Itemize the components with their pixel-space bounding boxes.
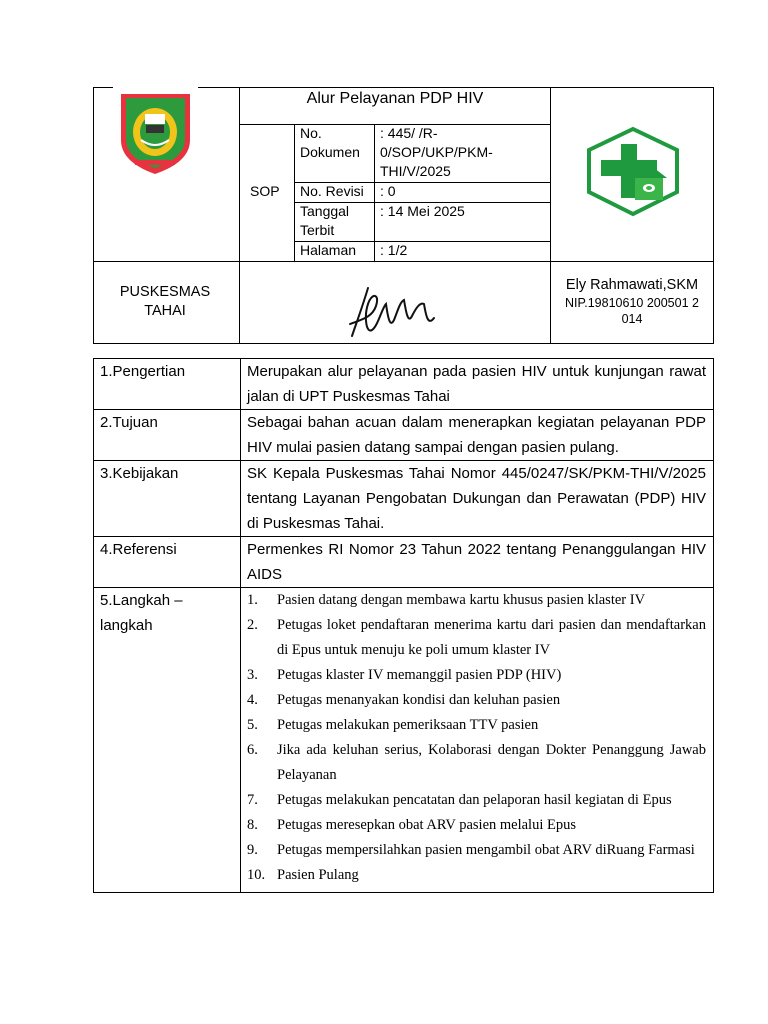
list-item: 3. Petugas klaster IV memanggil pasien PDP (HIV): [247, 667, 562, 683]
row-referensi: [94, 537, 714, 588]
value-pengertian: Merupakan alur pelayanan pada pasien HIV untuk kunjungan rawat jalan di UPT Puskesmas Tahai: [241, 359, 714, 410]
value-tujuan: Sebagai bahan acuan dalam menerapkan kegiatan pelayanan PDP HIV mulai pasien datang sampai dengan pasien pulang.: [241, 410, 714, 461]
list-item: 6. Jika ada keluhan serius, Kolaborasi dengan Dokter Penanggung Jawab Pelayanan: [247, 742, 706, 783]
list-item: 1. Pasien datang dengan membawa kartu khusus pasien klaster IV: [247, 592, 646, 608]
row-value-no-dokumen: : 445/ /R-0/SOP/UKP/PKM-THI/V/2025: [380, 125, 493, 179]
list-item: 10. Pasien Pulang: [247, 867, 359, 883]
row-value-halaman: : 1/2: [380, 242, 408, 258]
row-tujuan: [94, 410, 714, 461]
row-pengertian: [94, 359, 714, 410]
puskesmas-logo: [583, 126, 683, 218]
label-langkah-text: 5.Langkah – langkah: [100, 592, 183, 634]
row-value-no-revisi: : 0: [380, 183, 396, 199]
value-kebijakan: SK Kepala Puskesmas Tahai Nomor 445/0247/SK/PKM-THI/V/2025 tentang Layanan Pengobatan Dukungan dan Perawatan (PDP) HIV di Puskesmas Tahai.: [241, 461, 714, 537]
signer-nip: NIP.19810610 200501 2 014: [565, 296, 699, 326]
list-item: 5. Petugas melakukan pemeriksaan TTV pasien: [247, 717, 539, 733]
list-item: 2. Petugas loket pendaftaran menerima kartu dari pasien dan mendaftarkan di Epus untuk menuju ke poli umum klaster IV: [247, 617, 706, 658]
row-value-tanggal-terbit: : 14 Mei 2025: [380, 203, 465, 219]
signature: [346, 278, 446, 340]
steps-list: [247, 588, 706, 888]
list-item: 9. Petugas mempersilahkan pasien mengambil obat ARV diRuang Farmasi: [247, 842, 695, 858]
label-referensi: 4.Referensi: [94, 537, 241, 588]
sop-label: SOP: [250, 183, 280, 199]
label-langkah: [94, 588, 241, 893]
list-item: 4. Petugas menanyakan kondisi dan keluhan pasien: [247, 692, 561, 708]
row-label-halaman: Halaman: [300, 242, 357, 258]
row-langkah: [94, 588, 714, 893]
row-label-no-dokumen: No. Dokumen: [300, 125, 360, 160]
value-langkah: [241, 588, 714, 893]
row-label-tanggal-terbit: Tanggal Terbit: [300, 203, 350, 238]
signer-name: Ely Rahmawati,SKM: [565, 277, 699, 293]
value-referensi: Permenkes RI Nomor 23 Tahun 2022 tentang Penanggulangan HIV AIDS: [241, 537, 714, 588]
org-name: PUSKESMAS TAHAI: [119, 284, 211, 319]
document-title: Alur Pelayanan PDP HIV: [306, 90, 484, 107]
label-tujuan: 2.Tujuan: [94, 410, 241, 461]
row-label-no-revisi: No. Revisi: [300, 183, 364, 199]
label-kebijakan: 3.Kebijakan: [94, 461, 241, 537]
row-kebijakan: [94, 461, 714, 537]
sop-content-table: [93, 358, 714, 893]
regional-emblem-logo: [113, 88, 198, 176]
label-pengertian: 1.Pengertian: [94, 359, 241, 410]
list-item: 7. Petugas melakukan pencatatan dan pelaporan hasil kegiatan di Epus: [247, 792, 672, 808]
list-item: 8. Petugas meresepkan obat ARV pasien melalui Epus: [247, 817, 576, 833]
